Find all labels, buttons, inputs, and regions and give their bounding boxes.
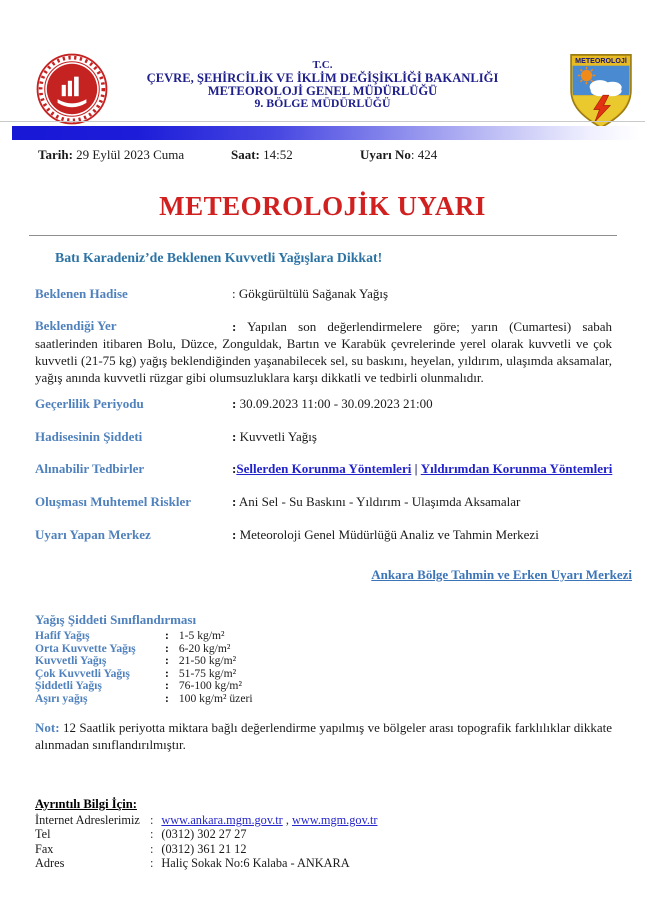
cloud-icon	[590, 80, 622, 97]
field-row-beklendigi-yer	[35, 318, 612, 386]
ministry-header	[30, 59, 615, 110]
classification-row: Şiddetli Yağış : 76-100 kg/m²	[35, 679, 242, 693]
colon: :	[165, 679, 169, 693]
field-value: : 30.09.2023 11:00 - 30.09.2023 21:00	[232, 396, 433, 411]
date-label: Tarih:	[38, 147, 73, 162]
date-field	[38, 147, 184, 163]
field-paragraph: : Yapılan son değerlendirmelere göre; yarın (Cumartesi) sabah saatlerinden itibaren Bolu, Düzce, Zonguldak, Bartın ve Karabük çevrelerinde yerel olarak kuvvetli ve çok kuvvetli (21-75 kg) yağış beklendiğinden yaşanabilecek sel, su baskını, heyelan, yıldırım, ulaşımda aksamalar, yağış anında kuvvetli rüzgar gibi olumsuzluklara karşı dikkatli ve tedbirli olunmalıdır.	[35, 319, 612, 385]
header-line-tc: T.C.	[312, 59, 333, 71]
logo-text: METEOROLOJİ	[575, 58, 627, 66]
rainfall-classification	[35, 612, 253, 706]
title-divider	[29, 235, 617, 236]
mgm-link[interactable]: www.mgm.gov.tr	[292, 813, 378, 827]
note-label: Not:	[35, 720, 60, 735]
colon: :	[165, 654, 169, 668]
colon: :	[165, 641, 169, 655]
field-label: Alınabilir Tedbirler	[35, 461, 145, 476]
colon: :	[150, 841, 154, 856]
colon: :	[150, 856, 154, 871]
colon: :	[232, 494, 237, 509]
field-value: : Ani Sel - Su Baskını - Yıldırım - Ulaşımda Aksamalar	[232, 494, 521, 509]
colon: :	[232, 319, 237, 334]
field-label: Hadisesinin Şiddeti	[35, 429, 143, 444]
field-label: Uyarı Yapan Merkez	[35, 527, 151, 542]
contact-info	[35, 797, 378, 871]
contact-row-internet: İnternet Adreslerimiz : www.ankara.mgm.gov.tr , www.mgm.gov.tr	[35, 813, 378, 827]
lightning-protection-link[interactable]: Yıldırımdan Korunma Yöntemleri	[420, 461, 613, 476]
regional-center-link[interactable]: Ankara Bölge Tahmin ve Erken Uyarı Merkezi	[371, 567, 632, 582]
meta-row	[0, 147, 645, 165]
colon: :	[150, 813, 154, 827]
header-divider	[0, 121, 645, 122]
time-value: 14:52	[259, 147, 293, 162]
pipe-separator: |	[414, 461, 418, 476]
classification-row: Hafif Yağış : 1-5 kg/m²	[35, 629, 225, 642]
header-line-mgm: METEOROLOJİ GENEL MÜDÜRLÜĞÜ	[207, 83, 438, 98]
colon: :	[165, 666, 169, 680]
colon: :	[232, 429, 237, 444]
gradient-bar	[12, 126, 639, 140]
field-value: : Gökgürültülü Sağanak Yağış	[232, 286, 389, 301]
colon: :	[232, 527, 237, 542]
colon: :	[232, 286, 236, 301]
classification-title: Yağış Şiddeti Sınıflandırması	[35, 612, 197, 627]
field-label: Beklenen Hadise	[35, 286, 128, 301]
field-label: Geçerlilik Periyodu	[35, 396, 144, 411]
date-value: 29 Eylül 2023 Cuma	[72, 147, 185, 162]
link-separator: ,	[282, 813, 292, 827]
field-value: : Meteoroloji Genel Müdürlüğü Analiz ve Tahmin Merkezi	[232, 527, 539, 542]
mgm-shield-icon	[569, 52, 633, 130]
header-line-ministry: ÇEVRE, ŞEHİRCİLİK VE İKLİM DEĞİŞİKLİĞİ BAKANLIĞI	[146, 70, 499, 85]
warning-no-value: : 424	[410, 147, 438, 162]
time-field	[231, 147, 293, 163]
contact-row-fax: Fax : (0312) 361 21 12	[35, 841, 247, 856]
contact-row-tel: Tel : (0312) 302 27 27	[35, 827, 247, 842]
warning-no-field	[360, 147, 437, 163]
field-value	[232, 461, 612, 477]
field-value: : Kuvvetli Yağış	[232, 429, 317, 444]
colon: :	[165, 629, 169, 642]
colon: :	[232, 396, 237, 411]
ankara-mgm-link[interactable]: www.ankara.mgm.gov.tr	[161, 813, 283, 827]
warning-no-label: Uyarı No	[360, 147, 411, 162]
colon: :	[232, 461, 237, 476]
time-label: Saat:	[231, 147, 260, 162]
colon: :	[165, 691, 169, 705]
page-title: METEOROLOJİK UYARI	[159, 191, 486, 221]
flood-protection-link[interactable]: Sellerden Korunma Yöntemleri	[236, 461, 412, 476]
header-line-region: 9. BÖLGE MÜDÜRLÜĞÜ	[254, 96, 391, 111]
field-label: Oluşması Muhtemel Riskler	[35, 494, 191, 509]
field-label: Beklendiği Yer	[35, 318, 117, 333]
contact-row-adres: Adres : Haliç Sokak No:6 Kalaba - ANKARA	[35, 856, 350, 871]
contact-heading: Ayrıntılı Bilgi İçin:	[35, 797, 137, 811]
colon: :	[150, 827, 154, 842]
warning-subtitle: Batı Karadeniz’de Beklenen Kuvvetli Yağışlara Dikkat!	[55, 250, 383, 265]
classification-row: Kuvvetli Yağış : 21-50 kg/m²	[35, 654, 237, 668]
classification-row: Aşırı yağış : 100 kg/m² üzeri	[35, 691, 253, 705]
classification-row: Çok Kuvvetli Yağış : 51-75 kg/m²	[35, 666, 237, 680]
note-paragraph: Not: 12 Saatlik periyotta miktara bağlı değerlendirme yapılmış ve bölgeler arası topografik farklılıklar dikkate alınmadan sınıflandırılmıştır.	[35, 720, 612, 752]
classification-row: Orta Kuvvette Yağış : 6-20 kg/m²	[35, 641, 231, 655]
